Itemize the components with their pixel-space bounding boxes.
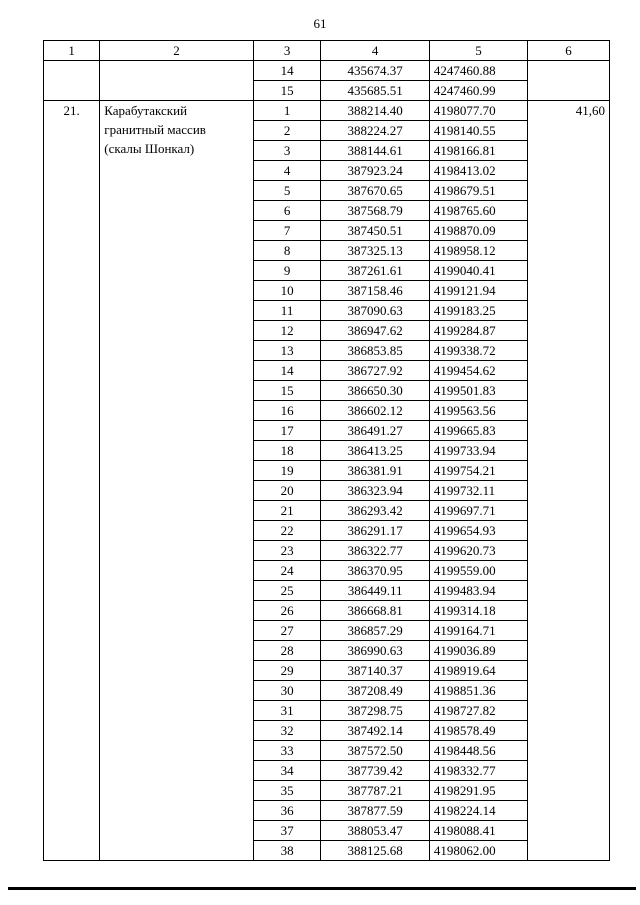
coordinate-y: 4247460.88 — [429, 61, 527, 81]
point-number: 10 — [253, 281, 321, 301]
point-number: 29 — [253, 661, 321, 681]
coordinate-y: 4198870.09 — [429, 221, 527, 241]
coordinate-y: 4199733.94 — [429, 441, 527, 461]
point-number: 9 — [253, 261, 321, 281]
point-number: 23 — [253, 541, 321, 561]
coordinate-x: 386602.12 — [321, 401, 429, 421]
point-number: 5 — [253, 181, 321, 201]
coordinate-x: 386857.29 — [321, 621, 429, 641]
coordinate-y: 4198332.77 — [429, 761, 527, 781]
point-number: 20 — [253, 481, 321, 501]
header-cell-2: 2 — [100, 41, 254, 61]
coordinate-x: 387090.63 — [321, 301, 429, 321]
header-cell-5: 5 — [429, 41, 527, 61]
header-cell-1: 1 — [44, 41, 100, 61]
point-number: 16 — [253, 401, 321, 421]
page-number: 61 — [313, 16, 327, 31]
site-area: 41,60 — [528, 101, 610, 861]
coordinate-x: 386727.92 — [321, 361, 429, 381]
point-number: 7 — [253, 221, 321, 241]
coordinate-x: 387739.42 — [321, 761, 429, 781]
point-number: 2 — [253, 121, 321, 141]
coordinate-x: 387261.61 — [321, 261, 429, 281]
coordinate-y: 4199483.94 — [429, 581, 527, 601]
coordinate-y: 4199665.83 — [429, 421, 527, 441]
point-number: 38 — [253, 841, 321, 861]
coordinate-y: 4199183.25 — [429, 301, 527, 321]
point-number: 15 — [253, 381, 321, 401]
point-number: 12 — [253, 321, 321, 341]
coordinate-y: 4199732.11 — [429, 481, 527, 501]
coordinate-y: 4198765.60 — [429, 201, 527, 221]
coordinate-y: 4198413.02 — [429, 161, 527, 181]
coordinate-x: 386990.63 — [321, 641, 429, 661]
coordinate-x: 386293.42 — [321, 501, 429, 521]
coordinate-y: 4199454.62 — [429, 361, 527, 381]
coordinate-x: 388214.40 — [321, 101, 429, 121]
coordinate-y: 4199040.41 — [429, 261, 527, 281]
coordinate-y: 4198166.81 — [429, 141, 527, 161]
point-number: 22 — [253, 521, 321, 541]
coordinate-y: 4198088.41 — [429, 821, 527, 841]
coordinate-x: 388144.61 — [321, 141, 429, 161]
point-number: 19 — [253, 461, 321, 481]
coordinate-x: 387568.79 — [321, 201, 429, 221]
coordinate-x: 387670.65 — [321, 181, 429, 201]
coordinate-y: 4198062.00 — [429, 841, 527, 861]
continuation-area-cell — [528, 61, 610, 101]
coordinate-x: 386449.11 — [321, 581, 429, 601]
point-number: 15 — [253, 81, 321, 101]
coordinate-x: 386668.81 — [321, 601, 429, 621]
coordinate-x: 386291.17 — [321, 521, 429, 541]
point-number: 11 — [253, 301, 321, 321]
coordinate-y: 4198140.55 — [429, 121, 527, 141]
coordinate-x: 386381.91 — [321, 461, 429, 481]
coordinate-y: 4198958.12 — [429, 241, 527, 261]
header-cell-3: 3 — [253, 41, 321, 61]
point-number: 1 — [253, 101, 321, 121]
coordinate-x: 386370.95 — [321, 561, 429, 581]
table-row — [44, 101, 610, 121]
point-number: 33 — [253, 741, 321, 761]
point-number: 32 — [253, 721, 321, 741]
coordinate-x: 387208.49 — [321, 681, 429, 701]
coordinate-y: 4198727.82 — [429, 701, 527, 721]
coordinate-y: 4199338.72 — [429, 341, 527, 361]
point-number: 28 — [253, 641, 321, 661]
point-number: 35 — [253, 781, 321, 801]
coordinate-x: 387450.51 — [321, 221, 429, 241]
coordinate-x: 386947.62 — [321, 321, 429, 341]
point-number: 14 — [253, 361, 321, 381]
coordinate-y: 4199164.71 — [429, 621, 527, 641]
point-number: 34 — [253, 761, 321, 781]
point-number: 26 — [253, 601, 321, 621]
coordinate-x: 386323.94 — [321, 481, 429, 501]
coordinate-x: 387140.37 — [321, 661, 429, 681]
table-row — [44, 61, 610, 81]
point-number: 4 — [253, 161, 321, 181]
coordinate-x: 387492.14 — [321, 721, 429, 741]
coordinate-x: 386853.85 — [321, 341, 429, 361]
coordinate-x: 386413.25 — [321, 441, 429, 461]
coordinate-x: 388125.68 — [321, 841, 429, 861]
coordinate-y: 4247460.99 — [429, 81, 527, 101]
bottom-rule — [8, 887, 636, 890]
coordinate-y: 4199754.21 — [429, 461, 527, 481]
coordinate-x: 435685.51 — [321, 81, 429, 101]
coordinate-x: 387325.13 — [321, 241, 429, 261]
point-number: 36 — [253, 801, 321, 821]
header-cell-4: 4 — [321, 41, 429, 61]
continuation-name-cell — [100, 61, 254, 101]
coordinate-x: 387787.21 — [321, 781, 429, 801]
coordinate-y: 4199620.73 — [429, 541, 527, 561]
coordinate-y: 4198919.64 — [429, 661, 527, 681]
coordinate-x: 388224.27 — [321, 121, 429, 141]
point-number: 6 — [253, 201, 321, 221]
coordinate-y: 4199563.56 — [429, 401, 527, 421]
point-number: 27 — [253, 621, 321, 641]
coordinates-table — [43, 40, 610, 861]
coordinate-y: 4199036.89 — [429, 641, 527, 661]
point-number: 17 — [253, 421, 321, 441]
coordinate-x: 387158.46 — [321, 281, 429, 301]
coordinate-x: 388053.47 — [321, 821, 429, 841]
coordinate-y: 4199314.18 — [429, 601, 527, 621]
point-number: 31 — [253, 701, 321, 721]
point-number: 8 — [253, 241, 321, 261]
coordinate-x: 387923.24 — [321, 161, 429, 181]
point-number: 30 — [253, 681, 321, 701]
coordinate-x: 386322.77 — [321, 541, 429, 561]
header-row — [44, 41, 610, 61]
coordinate-x: 386491.27 — [321, 421, 429, 441]
coordinate-y: 4199284.87 — [429, 321, 527, 341]
point-number: 25 — [253, 581, 321, 601]
site-name: Карабутакский гранитный массив (скалы Шонкал) — [100, 101, 254, 861]
point-number: 13 — [253, 341, 321, 361]
point-number: 21 — [253, 501, 321, 521]
coordinate-y: 4198077.70 — [429, 101, 527, 121]
coordinate-y: 4198679.51 — [429, 181, 527, 201]
point-number: 3 — [253, 141, 321, 161]
coordinate-x: 387572.50 — [321, 741, 429, 761]
point-number: 18 — [253, 441, 321, 461]
coordinate-x: 435674.37 — [321, 61, 429, 81]
coordinate-y: 4198224.14 — [429, 801, 527, 821]
coordinate-y: 4198448.56 — [429, 741, 527, 761]
coordinate-x: 387298.75 — [321, 701, 429, 721]
site-index: 21. — [44, 101, 100, 861]
coordinate-y: 4199559.00 — [429, 561, 527, 581]
point-number: 37 — [253, 821, 321, 841]
coordinate-x: 386650.30 — [321, 381, 429, 401]
coordinate-y: 4198578.49 — [429, 721, 527, 741]
point-number: 24 — [253, 561, 321, 581]
coordinate-y: 4199654.93 — [429, 521, 527, 541]
coordinate-y: 4199501.83 — [429, 381, 527, 401]
coordinate-x: 387877.59 — [321, 801, 429, 821]
header-cell-6: 6 — [528, 41, 610, 61]
coordinate-y: 4199697.71 — [429, 501, 527, 521]
point-number: 14 — [253, 61, 321, 81]
continuation-index-cell — [44, 61, 100, 101]
coordinate-y: 4198851.36 — [429, 681, 527, 701]
coordinate-y: 4199121.94 — [429, 281, 527, 301]
coordinate-y: 4198291.95 — [429, 781, 527, 801]
